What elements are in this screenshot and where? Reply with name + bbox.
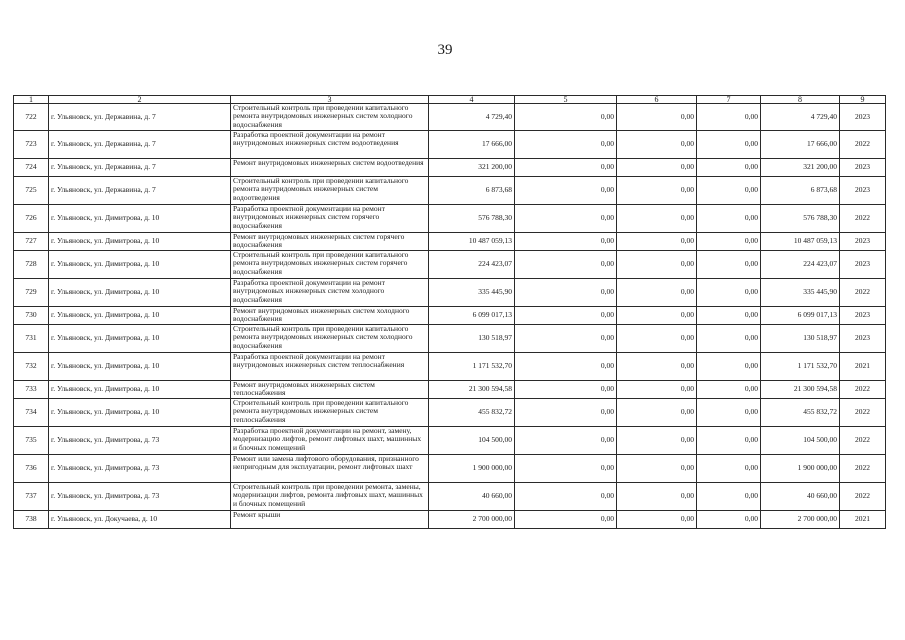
year-cell: 2023 <box>840 159 886 177</box>
work-type-cell: Разработка проектной документации на ремонт, замену, модернизацию лифтов, ремонт лифтовых шахт, машинных и блочных помещений <box>231 427 429 455</box>
column-8-cell: 224 423,07 <box>761 251 840 279</box>
column-7-cell: 0,00 <box>697 455 761 483</box>
column-5-cell: 0,00 <box>515 483 617 511</box>
column-8-cell: 6 099 017,13 <box>761 307 840 325</box>
year-cell: 2023 <box>840 104 886 131</box>
column-6-cell: 0,00 <box>617 427 697 455</box>
total-cost-cell: 2 700 000,00 <box>429 511 515 529</box>
address-cell: г. Ульяновск, ул. Димитрова, д. 73 <box>49 427 231 455</box>
work-type-cell: Строительный контроль при проведении ремонта, замены, модернизации лифтов, ремонта лифтовых шахт, машинных и блочных помещений <box>231 483 429 511</box>
address-cell: г. Ульяновск, ул. Димитрова, д. 10 <box>49 325 231 353</box>
work-type-cell: Строительный контроль при проведении капитального ремонта внутридомовых инженерных систем водоотведения <box>231 177 429 205</box>
work-type-cell: Строительный контроль при проведении капитального ремонта внутридомовых инженерных систем холодного водоснабжения <box>231 104 429 131</box>
year-cell: 2023 <box>840 177 886 205</box>
address-cell: г. Ульяновск, ул. Державина, д. 7 <box>49 131 231 159</box>
column-7-cell: 0,00 <box>697 381 761 399</box>
table-row <box>14 205 886 233</box>
column-5-cell: 0,00 <box>515 159 617 177</box>
address-cell: г. Ульяновск, ул. Димитрова, д. 10 <box>49 205 231 233</box>
work-type-cell: Ремонт внутридомовых инженерных систем холодного водоснабжения <box>231 307 429 325</box>
column-5-cell: 0,00 <box>515 399 617 427</box>
work-type-cell: Ремонт внутридомовых инженерных систем горячего водоснабжения <box>231 233 429 251</box>
year-cell: 2023 <box>840 325 886 353</box>
address-cell: г. Ульяновск, ул. Державина, д. 7 <box>49 104 231 131</box>
row-number-cell: 737 <box>14 483 49 511</box>
column-6-cell: 0,00 <box>617 381 697 399</box>
column-5-cell: 0,00 <box>515 511 617 529</box>
work-type-cell: Ремонт или замена лифтового оборудования, признанного непригодным для эксплуатации, ремонт лифтовых шахт <box>231 455 429 483</box>
column-5-cell: 0,00 <box>515 455 617 483</box>
column-8-cell: 104 500,00 <box>761 427 840 455</box>
column-6-cell: 0,00 <box>617 483 697 511</box>
column-header: 2 <box>49 96 231 104</box>
column-7-cell: 0,00 <box>697 325 761 353</box>
table-row <box>14 353 886 381</box>
column-8-cell: 335 445,90 <box>761 279 840 307</box>
column-7-cell: 0,00 <box>697 511 761 529</box>
row-number-cell: 728 <box>14 251 49 279</box>
work-type-cell: Разработка проектной документации на ремонт внутридомовых инженерных систем водоотведения <box>231 131 429 159</box>
row-number-cell: 738 <box>14 511 49 529</box>
total-cost-cell: 17 666,00 <box>429 131 515 159</box>
column-6-cell: 0,00 <box>617 177 697 205</box>
address-cell: г. Ульяновск, ул. Димитрова, д. 73 <box>49 455 231 483</box>
column-8-cell: 6 873,68 <box>761 177 840 205</box>
year-cell: 2022 <box>840 483 886 511</box>
column-8-cell: 4 729,40 <box>761 104 840 131</box>
column-6-cell: 0,00 <box>617 307 697 325</box>
year-cell: 2023 <box>840 251 886 279</box>
address-cell: г. Ульяновск, ул. Димитрова, д. 10 <box>49 307 231 325</box>
row-number-cell: 727 <box>14 233 49 251</box>
year-cell: 2022 <box>840 381 886 399</box>
total-cost-cell: 10 487 059,13 <box>429 233 515 251</box>
column-7-cell: 0,00 <box>697 279 761 307</box>
work-type-cell: Разработка проектной документации на ремонт внутридомовых инженерных систем холодного водоснабжения <box>231 279 429 307</box>
column-8-cell: 21 300 594,58 <box>761 381 840 399</box>
column-8-cell: 321 200,00 <box>761 159 840 177</box>
column-5-cell: 0,00 <box>515 353 617 381</box>
address-cell: г. Ульяновск, ул. Державина, д. 7 <box>49 159 231 177</box>
table-row <box>14 233 886 251</box>
page-number: 39 <box>437 42 453 58</box>
table-row <box>14 455 886 483</box>
year-cell: 2022 <box>840 455 886 483</box>
total-cost-cell: 130 518,97 <box>429 325 515 353</box>
table-row <box>14 104 886 131</box>
column-7-cell: 0,00 <box>697 131 761 159</box>
table-row <box>14 307 886 325</box>
total-cost-cell: 6 873,68 <box>429 177 515 205</box>
total-cost-cell: 321 200,00 <box>429 159 515 177</box>
address-cell: г. Ульяновск, ул. Димитрова, д. 10 <box>49 353 231 381</box>
address-cell: г. Ульяновск, ул. Димитрова, д. 10 <box>49 279 231 307</box>
column-header: 6 <box>617 96 697 104</box>
table-row <box>14 427 886 455</box>
table-row <box>14 399 886 427</box>
work-type-cell: Ремонт внутридомовых инженерных систем теплоснабжения <box>231 381 429 399</box>
row-number-cell: 723 <box>14 131 49 159</box>
total-cost-cell: 1 171 532,70 <box>429 353 515 381</box>
column-7-cell: 0,00 <box>697 177 761 205</box>
column-6-cell: 0,00 <box>617 511 697 529</box>
column-header: 5 <box>515 96 617 104</box>
column-8-cell: 17 666,00 <box>761 131 840 159</box>
column-5-cell: 0,00 <box>515 131 617 159</box>
row-number-cell: 730 <box>14 307 49 325</box>
column-5-cell: 0,00 <box>515 104 617 131</box>
column-8-cell: 1 900 000,00 <box>761 455 840 483</box>
work-type-cell: Строительный контроль при проведении капитального ремонта внутридомовых инженерных систем холодного водоснабжения <box>231 325 429 353</box>
address-cell: г. Ульяновск, ул. Димитрова, д. 10 <box>49 399 231 427</box>
column-8-cell: 2 700 000,00 <box>761 511 840 529</box>
column-5-cell: 0,00 <box>515 251 617 279</box>
year-cell: 2022 <box>840 427 886 455</box>
row-number-cell: 733 <box>14 381 49 399</box>
column-6-cell: 0,00 <box>617 455 697 483</box>
column-5-cell: 0,00 <box>515 381 617 399</box>
work-type-cell: Разработка проектной документации на ремонт внутридомовых инженерных систем теплоснабжения <box>231 353 429 381</box>
year-cell: 2022 <box>840 399 886 427</box>
column-7-cell: 0,00 <box>697 233 761 251</box>
row-number-cell: 732 <box>14 353 49 381</box>
column-6-cell: 0,00 <box>617 205 697 233</box>
table-row <box>14 325 886 353</box>
column-header: 1 <box>14 96 49 104</box>
year-cell: 2021 <box>840 511 886 529</box>
table-row <box>14 511 886 529</box>
column-header: 9 <box>840 96 886 104</box>
year-cell: 2021 <box>840 353 886 381</box>
column-6-cell: 0,00 <box>617 279 697 307</box>
column-6-cell: 0,00 <box>617 251 697 279</box>
year-cell: 2023 <box>840 233 886 251</box>
row-number-cell: 734 <box>14 399 49 427</box>
total-cost-cell: 576 788,30 <box>429 205 515 233</box>
table-row <box>14 279 886 307</box>
column-6-cell: 0,00 <box>617 131 697 159</box>
work-type-cell: Ремонт внутридомовых инженерных систем водоотведения <box>231 159 429 177</box>
column-7-cell: 0,00 <box>697 251 761 279</box>
column-6-cell: 0,00 <box>617 233 697 251</box>
column-6-cell: 0,00 <box>617 399 697 427</box>
column-header: 4 <box>429 96 515 104</box>
column-7-cell: 0,00 <box>697 307 761 325</box>
total-cost-cell: 4 729,40 <box>429 104 515 131</box>
address-cell: г. Ульяновск, ул. Докучаева, д. 10 <box>49 511 231 529</box>
row-number-cell: 722 <box>14 104 49 131</box>
column-8-cell: 1 171 532,70 <box>761 353 840 381</box>
header-row <box>14 96 886 104</box>
column-5-cell: 0,00 <box>515 233 617 251</box>
column-5-cell: 0,00 <box>515 205 617 233</box>
table-row <box>14 159 886 177</box>
total-cost-cell: 224 423,07 <box>429 251 515 279</box>
row-number-cell: 725 <box>14 177 49 205</box>
work-type-cell: Строительный контроль при проведении капитального ремонта внутридомовых инженерных систем теплоснабжения <box>231 399 429 427</box>
address-cell: г. Ульяновск, ул. Димитрова, д. 10 <box>49 233 231 251</box>
table-row <box>14 177 886 205</box>
column-6-cell: 0,00 <box>617 353 697 381</box>
year-cell: 2022 <box>840 131 886 159</box>
column-header: 7 <box>697 96 761 104</box>
year-cell: 2023 <box>840 307 886 325</box>
row-number-cell: 729 <box>14 279 49 307</box>
table-row <box>14 381 886 399</box>
column-header: 3 <box>231 96 429 104</box>
column-7-cell: 0,00 <box>697 205 761 233</box>
address-cell: г. Ульяновск, ул. Димитрова, д. 73 <box>49 483 231 511</box>
row-number-cell: 726 <box>14 205 49 233</box>
column-6-cell: 0,00 <box>617 159 697 177</box>
column-8-cell: 40 660,00 <box>761 483 840 511</box>
work-type-cell: Ремонт крыши <box>231 511 429 529</box>
column-6-cell: 0,00 <box>617 325 697 353</box>
column-5-cell: 0,00 <box>515 325 617 353</box>
column-7-cell: 0,00 <box>697 159 761 177</box>
address-cell: г. Ульяновск, ул. Державина, д. 7 <box>49 177 231 205</box>
total-cost-cell: 104 500,00 <box>429 427 515 455</box>
column-5-cell: 0,00 <box>515 279 617 307</box>
work-type-cell: Строительный контроль при проведении капитального ремонта внутридомовых инженерных систем горячего водоснабжения <box>231 251 429 279</box>
column-7-cell: 0,00 <box>697 104 761 131</box>
capital-repair-table <box>13 95 886 529</box>
table-row <box>14 131 886 159</box>
column-7-cell: 0,00 <box>697 353 761 381</box>
column-8-cell: 455 832,72 <box>761 399 840 427</box>
column-8-cell: 576 788,30 <box>761 205 840 233</box>
year-cell: 2022 <box>840 205 886 233</box>
column-5-cell: 0,00 <box>515 177 617 205</box>
work-type-cell: Разработка проектной документации на ремонт внутридомовых инженерных систем горячего водоснабжения <box>231 205 429 233</box>
column-7-cell: 0,00 <box>697 483 761 511</box>
column-8-cell: 130 518,97 <box>761 325 840 353</box>
address-cell: г. Ульяновск, ул. Димитрова, д. 10 <box>49 381 231 399</box>
total-cost-cell: 21 300 594,58 <box>429 381 515 399</box>
column-8-cell: 10 487 059,13 <box>761 233 840 251</box>
total-cost-cell: 335 445,90 <box>429 279 515 307</box>
total-cost-cell: 6 099 017,13 <box>429 307 515 325</box>
table-body <box>14 104 886 529</box>
column-5-cell: 0,00 <box>515 427 617 455</box>
address-cell: г. Ульяновск, ул. Димитрова, д. 10 <box>49 251 231 279</box>
row-number-cell: 736 <box>14 455 49 483</box>
column-6-cell: 0,00 <box>617 104 697 131</box>
year-cell: 2022 <box>840 279 886 307</box>
total-cost-cell: 40 660,00 <box>429 483 515 511</box>
table-row <box>14 483 886 511</box>
total-cost-cell: 1 900 000,00 <box>429 455 515 483</box>
total-cost-cell: 455 832,72 <box>429 399 515 427</box>
column-7-cell: 0,00 <box>697 399 761 427</box>
column-header: 8 <box>761 96 840 104</box>
row-number-cell: 735 <box>14 427 49 455</box>
column-7-cell: 0,00 <box>697 427 761 455</box>
column-5-cell: 0,00 <box>515 307 617 325</box>
row-number-cell: 724 <box>14 159 49 177</box>
row-number-cell: 731 <box>14 325 49 353</box>
table-row <box>14 251 886 279</box>
